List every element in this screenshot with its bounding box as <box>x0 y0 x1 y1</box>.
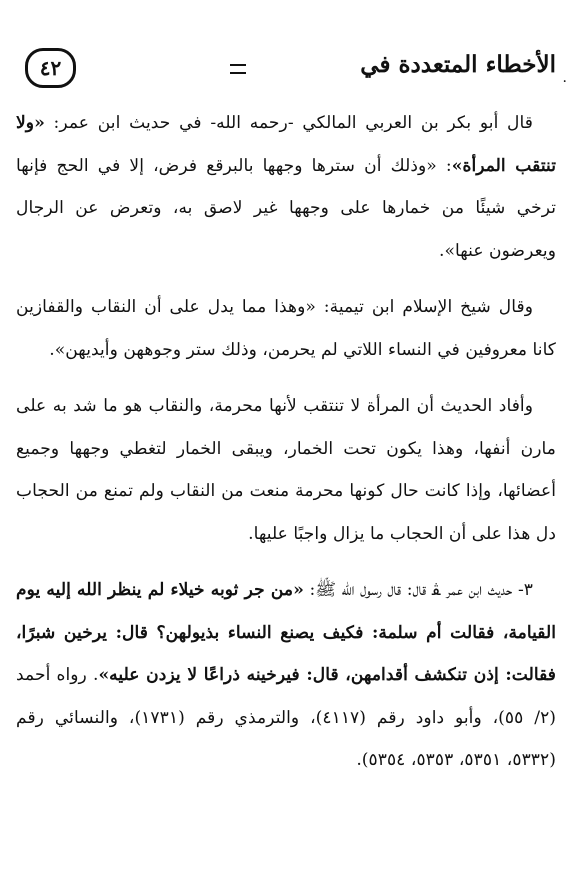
paragraph-1 <box>16 102 556 272</box>
page-number-badge <box>25 48 76 88</box>
running-title: الأخطاء المتعددة في <box>360 51 556 78</box>
citation: . رواه أحمد (٢/ ٥٥)، وأبو داود رقم (٤١١٧)، والترمذي رقم (١٧٣١)، والنسائي رقم (٥٣٣٢، ٥٣٥١، ٥٣٥٣، ٥٣٥٤). <box>16 665 557 770</box>
margin-mark: · <box>562 74 567 90</box>
honorific-glyph: ﭭ <box>431 580 441 600</box>
page-header <box>0 48 571 94</box>
paragraph-4 <box>16 569 556 782</box>
text-span: قال أبو بكر بن العربي المالكي -رحمه الله- في حديث ابن عمر: <box>44 113 533 133</box>
paragraph-3 <box>16 385 556 555</box>
quote-bold: «ولا تنتقب المرأة» <box>16 113 556 176</box>
text-span: : «وذلك أن سترها وجهها بالبرقع فرض، إلا في الحج فإنها ترخي شيئًا من خمارها على وجهها غير لاصق به، وتعرض عن الرجال ويعرضون عنها». <box>16 155 556 261</box>
page-content <box>16 102 556 782</box>
page-number: ٤٢ <box>39 56 62 80</box>
text-span: وأفاد الحديث أن المرأة لا تنتقب لأنها محرمة، والنقاب هو ما شد به على مارن أنفها، وهذا يكون تحت الخمار، ويبقى الخمار لتغطي وجهها وجميع أعضائها، وإذا كانت حال كونها محرمة منعت من النقاب ولم تمنع من الحجاب دل هذا على أن الحجاب ما يزال واجبًا عليها. <box>16 396 556 544</box>
header-rule <box>230 64 246 74</box>
paragraph-2 <box>16 286 556 371</box>
text-span: ٣- حديث ابن عمر <box>440 580 533 600</box>
text-span: قال: قال رسول الله ﷺ: <box>303 580 432 600</box>
hadith-quote: «من جر ثوبه خيلاء لم ينظر الله إليه يوم القيامة، فقالت أم سلمة: فكيف يصنع النساء بذيولهن؟ قال: يرخين شبرًا، فقالت: إذن تنكشف أقدامهن، قال: فيرخينه ذراعًا لا يزدن عليه» <box>16 580 556 685</box>
text-span: وقال شيخ الإسلام ابن تيمية: «وهذا مما يدل على أن النقاب والقفازين كانا معروفين في النساء اللاتي لم يحرمن، وذلك ستر وجوههن وأيديهن». <box>16 297 556 360</box>
